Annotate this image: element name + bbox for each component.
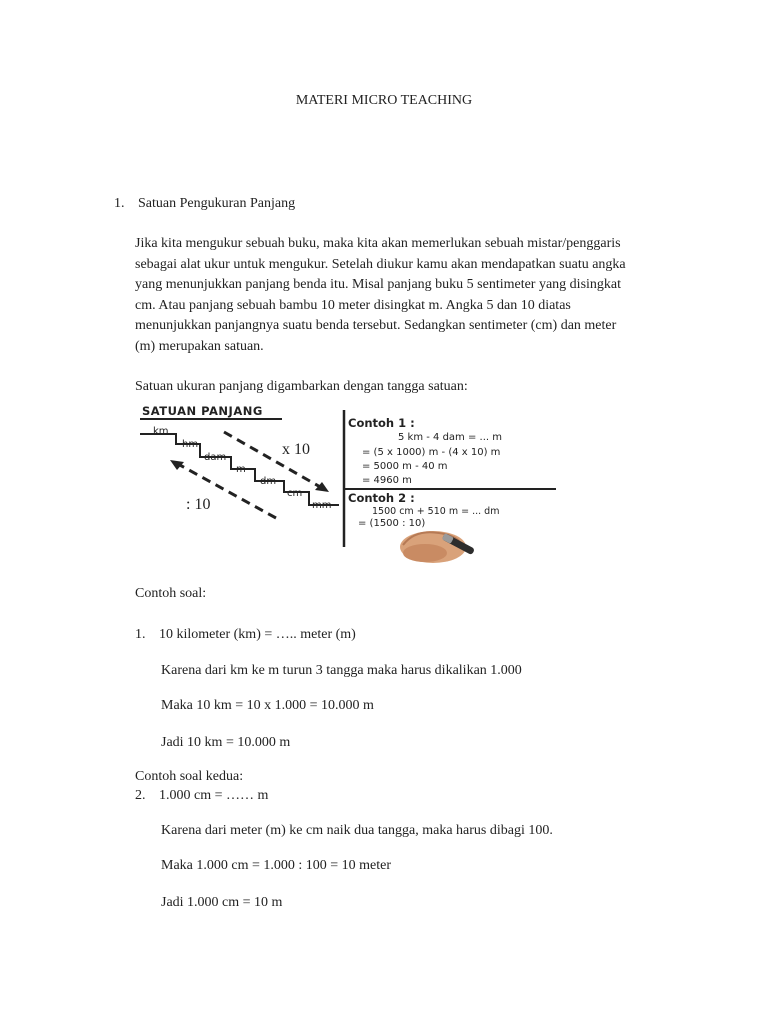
down-label: x 10 [282, 441, 310, 458]
example2-title: Contoh 2 : [348, 491, 415, 505]
example2-step: Karena dari meter (m) ke cm naik dua tangga, maka harus dibagi 100. [161, 823, 553, 838]
examples-heading: Contoh soal: [135, 586, 207, 601]
example1-title: Contoh 1 : [348, 416, 415, 430]
paragraph-line: yang menunjukkan panjang benda itu. Misal panjang buku 5 sentimeter yang disingkat [135, 277, 622, 292]
example1-number: 1. [135, 627, 146, 642]
example1-step: Maka 10 km = 10 x 1.000 = 10.000 m [161, 698, 374, 713]
section-number: 1. [114, 196, 125, 211]
second-examples-heading: Contoh soal kedua: [135, 769, 244, 784]
example2-step: Jadi 1.000 cm = 10 m [161, 895, 283, 910]
unit-label: hm [182, 439, 199, 450]
staircase-diagram [136, 402, 585, 562]
up-label: : 10 [186, 496, 211, 513]
example1-line: 5 km - 4 dam = ... m [398, 432, 502, 443]
paragraph-line: sebagai alat ukur untuk mengukur. Setelah diukur kamu akan mendapatkan suatu angka [135, 256, 626, 272]
hand-with-marker-image [395, 523, 480, 563]
example2-step: Maka 1.000 cm = 1.000 : 100 = 10 meter [161, 858, 392, 873]
example1-step: Jadi 10 km = 10.000 m [161, 735, 291, 750]
example2-line: = (1500 : 10) [358, 518, 426, 529]
hand-icon [395, 523, 480, 563]
example1-question: 10 kilometer (km) = ….. meter (m) [159, 627, 356, 642]
unit-label: dam [204, 452, 227, 463]
section-heading: Satuan Pengukuran Panjang [138, 196, 296, 211]
example2-line: 1500 cm + 510 m = ... dm [372, 506, 500, 517]
paragraph-line: menunjukkan panjangnya suatu benda tersebut. Sedangkan sentimeter (cm) dan meter [135, 318, 617, 333]
paragraph-line: (m) merupakan satuan. [135, 338, 264, 354]
example2-number: 2. [135, 788, 146, 803]
figure-heading: SATUAN PANJANG [142, 404, 263, 418]
intro-paragraph [135, 234, 665, 357]
example1-line: = 4960 m [362, 475, 412, 486]
unit-label: km [153, 426, 169, 437]
example2-question: 1.000 cm = …… m [159, 788, 269, 803]
example1-step: Karena dari km ke m turun 3 tangga maka harus dikalikan 1.000 [161, 663, 522, 678]
unit-label: dm [260, 476, 277, 487]
paragraph-line: cm. Atau panjang sebuah bambu 10 meter disingkat m. Angka 5 dan 10 diatas [135, 297, 571, 313]
example1-line: = 5000 m - 40 m [362, 461, 448, 472]
paragraph-line: Jika kita mengukur sebuah buku, maka kita akan memerlukan sebuah mistar/penggaris [135, 236, 621, 251]
unit-staircase-figure [136, 402, 585, 562]
unit-label: mm [312, 500, 332, 511]
example1-line: = (5 x 1000) m - (4 x 10) m [362, 447, 501, 458]
page-title: MATERI MICRO TEACHING [295, 93, 473, 108]
unit-label: cm [287, 488, 303, 499]
figure-intro: Satuan ukuran panjang digambarkan dengan tangga satuan: [135, 379, 468, 394]
unit-label: m [236, 464, 246, 475]
